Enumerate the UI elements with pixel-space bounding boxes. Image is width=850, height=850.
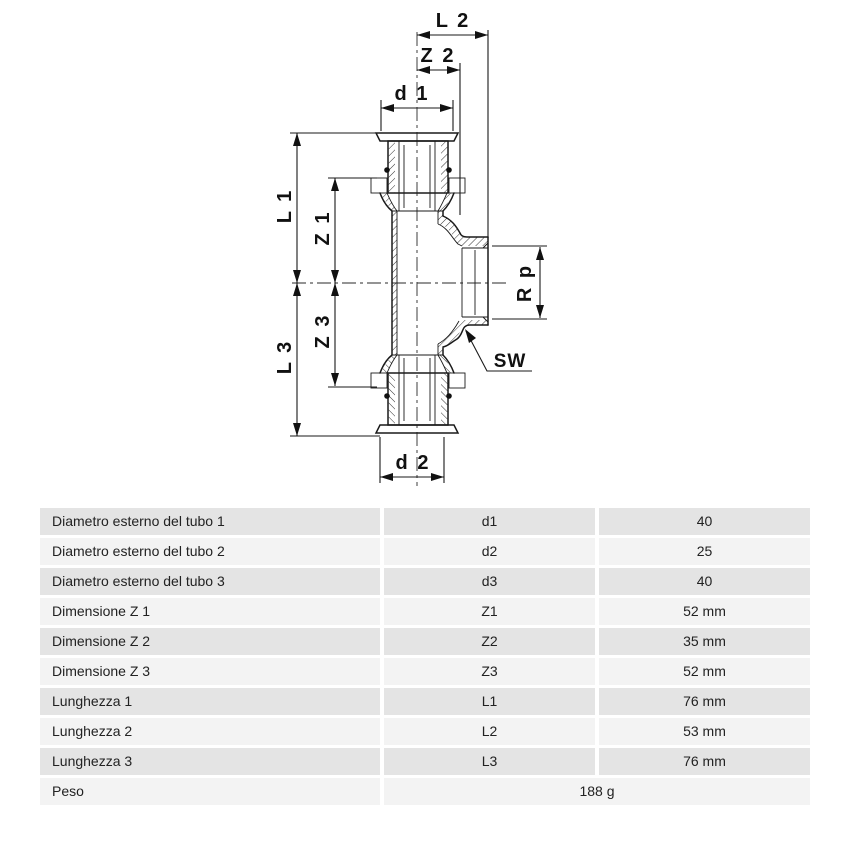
spec-symbol: L1 — [384, 688, 595, 715]
dim-label-l1: L 1 — [274, 188, 296, 224]
dimension-rp — [492, 246, 547, 319]
spec-label: Dimensione Z 2 — [40, 628, 380, 655]
spec-row — [40, 748, 810, 775]
spec-label: Dimensione Z 1 — [40, 598, 380, 625]
spec-symbol: d3 — [384, 568, 595, 595]
spec-row — [40, 718, 810, 745]
spec-symbol: d2 — [384, 538, 595, 565]
spec-symbol: d1 — [384, 508, 595, 535]
spec-row — [40, 778, 810, 805]
spec-row — [40, 538, 810, 565]
spec-label: Lunghezza 3 — [40, 748, 380, 775]
dimension-d2 — [380, 437, 444, 483]
spec-label: Diametro esterno del tubo 1 — [40, 508, 380, 535]
dim-label-rp: R p — [514, 263, 536, 303]
callout-sw — [465, 329, 532, 372]
spec-row — [40, 508, 810, 535]
spec-label: Diametro esterno del tubo 3 — [40, 568, 380, 595]
spec-value: 52 mm — [599, 658, 810, 685]
press-sleeve-bottom — [371, 355, 465, 433]
spec-value: 35 mm — [599, 628, 810, 655]
dim-label-z2: Z 2 — [420, 45, 456, 67]
spec-label: Dimensione Z 3 — [40, 658, 380, 685]
spec-row — [40, 568, 810, 595]
spec-value: 52 mm — [599, 598, 810, 625]
dim-label-d2: d 2 — [395, 452, 431, 474]
spec-value: 188 g — [384, 778, 810, 805]
specs-table — [40, 508, 810, 808]
dim-label-l3: L 3 — [274, 339, 296, 375]
spec-row — [40, 598, 810, 625]
spec-value: 76 mm — [599, 688, 810, 715]
spec-value: 40 — [599, 508, 810, 535]
spec-row — [40, 628, 810, 655]
dim-label-d1: d 1 — [394, 83, 430, 105]
dim-label-l2: L 2 — [435, 10, 471, 32]
spec-symbol: L2 — [384, 718, 595, 745]
spec-value: 25 — [599, 538, 810, 565]
spec-row — [40, 658, 810, 685]
spec-value: 76 mm — [599, 748, 810, 775]
dim-label-z1: Z 1 — [312, 210, 334, 246]
spec-row — [40, 688, 810, 715]
dimension-z1-z3 — [312, 178, 377, 387]
spec-value: 40 — [599, 568, 810, 595]
press-sleeve-top — [371, 133, 465, 211]
dim-label-z3: Z 3 — [312, 313, 334, 349]
spec-label: Lunghezza 2 — [40, 718, 380, 745]
o-ring-indicator — [384, 167, 390, 173]
spec-label: Diametro esterno del tubo 2 — [40, 538, 380, 565]
spec-label: Peso — [40, 778, 380, 805]
spec-value: 53 mm — [599, 718, 810, 745]
branch-outlet — [438, 216, 488, 347]
o-ring-indicator — [446, 167, 452, 173]
spec-symbol: Z2 — [384, 628, 595, 655]
spec-symbol: Z3 — [384, 658, 595, 685]
sw-label: SW — [493, 351, 527, 372]
spec-label: Lunghezza 1 — [40, 688, 380, 715]
spec-symbol: Z1 — [384, 598, 595, 625]
spec-symbol: L3 — [384, 748, 595, 775]
